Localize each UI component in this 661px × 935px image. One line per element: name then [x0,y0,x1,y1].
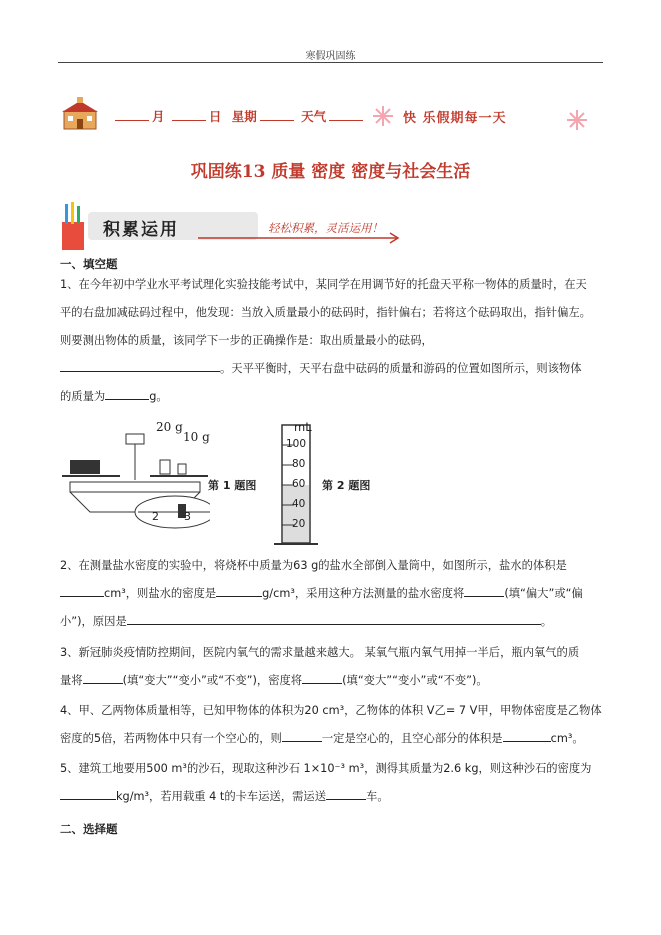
q2-line2 [60,580,608,608]
q2-text: 小”)，原因是 [60,615,127,628]
answer-blank[interactable] [83,671,123,684]
day-label: 日 [208,109,222,124]
q1-line4-text: 。天平平衡时，天平右盘中砝码的质量和游码的位置如图所示，则该物体 [220,362,582,375]
date-line [112,107,366,125]
answer-blank[interactable] [302,671,342,684]
tick-label: 40 [292,498,306,510]
weekday-label: 星期 [231,109,257,124]
q1-line3: 则要测出物体的质量，该同学下一步的正确操作是：取出质量最小的砝码， [60,334,433,347]
part1-heading: 一、填空题 [60,257,118,271]
snowflake-icon [372,105,394,127]
answer-blank[interactable] [503,729,551,742]
q5-line2 [60,783,608,811]
q4-line1: 4、甲、乙两物体质量相等，已知甲物体的体积为20 cm³，乙物体的体积 V乙= 7 V甲，甲物体密度是乙物体 [60,704,602,717]
section-label: 积累运用 [103,220,179,240]
q2-text: (填“偏大”或“偏 [504,587,583,600]
q5-text: 车。 [366,790,389,803]
date-banner [60,95,600,139]
question-2 [60,552,608,636]
q3-text: (填“变大”“变小”或“不变”)，密度将 [122,674,303,687]
figures [60,420,560,550]
tick-label: 60 [292,478,306,490]
banner-slogan: 快 乐假期每一天 [403,111,507,126]
q1-line1: 1、在今年初中学业水平考试理化实验技能考试中，某同学在用调节好的托盘天平称一物体的质量时，在天 [60,278,587,291]
cylinder-unit: mL [294,420,312,434]
q3-line1: 3、新冠肺炎疫情防控期间，医院内氧气的需求量越来越大。 某氧气瓶内氧气用掉一半后，瓶内氧气的质 [60,646,580,659]
scale-mark-3: 3 [184,510,191,523]
weather-blank [329,120,363,121]
q1-line5 [60,383,608,411]
q4-text: 密度的5倍，若两物体中只有一个空心的，则 [60,732,282,745]
answer-blank[interactable] [216,584,262,597]
part2-heading: 二、选择题 [60,822,118,836]
scale-mark-2: 2 [152,510,159,523]
q2-text: cm³，则盐水的密度是 [104,587,217,600]
weekday-blank [260,120,294,121]
q4-text: cm³。 [550,732,584,745]
day-blank [172,120,206,121]
weight-20g-label: 20 g [156,420,183,434]
pencil-cup-icon [58,202,88,252]
q2-line3 [60,608,608,636]
page-header: 寒假巩固练 [305,51,356,62]
answer-blank[interactable] [326,787,366,800]
header-divider [58,62,603,63]
q3-text: (填“变大”“变小”或“不变”)。 [342,674,488,687]
q1-unit: g。 [149,390,168,403]
question-4 [60,697,608,753]
q2-text: g/cm³，采用这种方法测量的盐水密度将 [262,587,465,600]
answer-blank[interactable] [127,612,541,625]
school-icon [60,97,100,131]
section-banner [58,202,418,252]
q3-line2 [60,667,608,695]
tick-label: 80 [292,458,306,470]
page-title: 巩固练13 质量 密度 密度与社会生活 [190,162,471,182]
answer-blank[interactable] [464,584,504,597]
question-3 [60,639,608,695]
tick-label: 100 [286,438,307,450]
answer-blank[interactable] [105,387,149,400]
q1-line4 [60,355,608,383]
arrow-icon [198,232,408,244]
snowflake-icon [566,109,588,131]
weather-label: 天气 [301,109,327,124]
weight-10g-label: 10 g [183,430,210,444]
q1-line2: 平的右盘加减砝码过程中，他发现：当放入质量最小的砝码时，指针偏右；若将这个砝码取出，指针偏左。 [60,306,591,319]
answer-blank[interactable] [60,584,104,597]
tick-label: 20 [292,518,306,530]
month-label: 月 [152,109,165,124]
answer-blank[interactable] [60,359,220,372]
fig2-caption: 第 2 题图 [322,479,371,492]
section-slogan: 轻松积累，灵活运用！ [268,221,383,235]
question-5 [60,755,608,811]
q5-line1: 5、建筑工地要用500 m³的沙石，现取这种沙石 1×10⁻³ m³，测得其质量为2.6 kg，则这种沙石的密度为 [60,762,592,775]
q4-line2 [60,725,608,753]
answer-blank[interactable] [282,729,322,742]
fig1-caption: 第 1 题图 [208,479,257,492]
question-1 [60,271,608,411]
answer-blank[interactable] [60,787,116,800]
month-blank [115,120,149,121]
q1-line5-text: 的质量为 [60,390,106,403]
q2-line1: 2、在测量盐水密度的实验中，将烧杯中质量为63 g的盐水全部倒入量筒中，如图所示，盐水的体积是 [60,559,567,572]
q3-text: 量将 [60,674,83,687]
q2-text: 。 [540,615,553,628]
q4-text: 一定是空心的，且空心部分的体积是 [321,732,503,745]
q5-text: kg/m³，若用载重 4 t的卡车运送，需运送 [116,790,327,803]
